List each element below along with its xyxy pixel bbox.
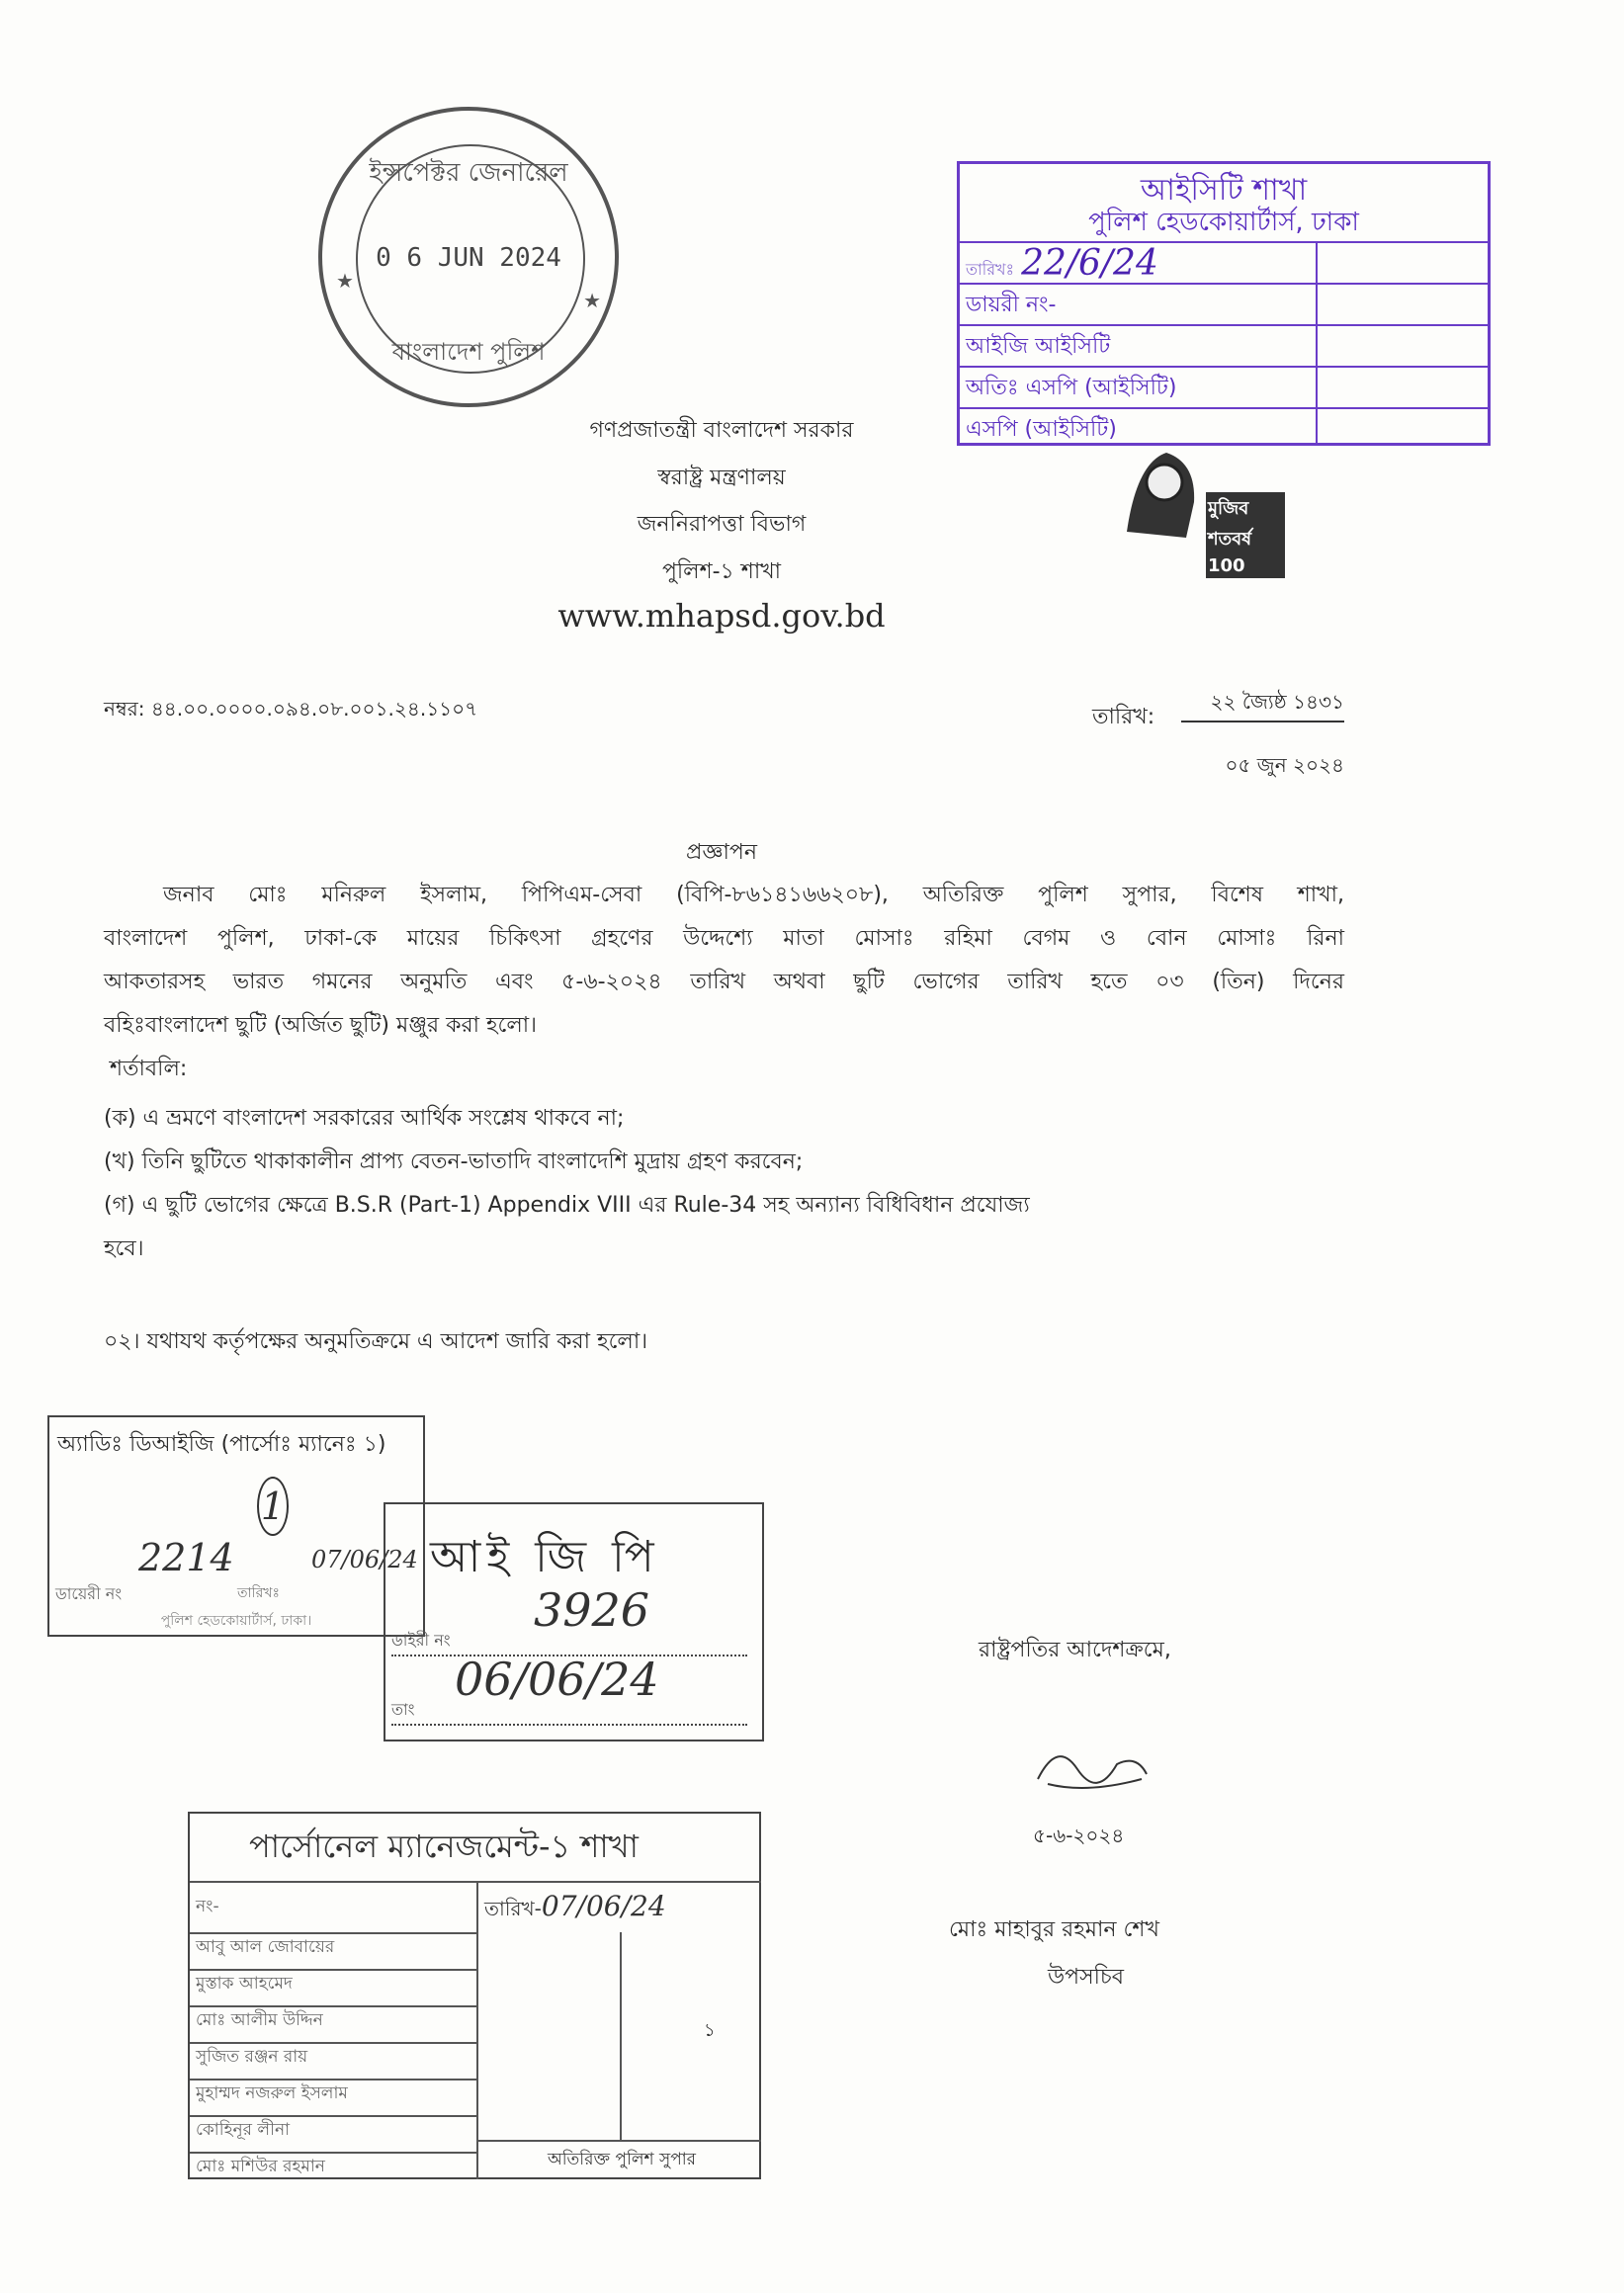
signature-date: ৫-৬-২০২৪ bbox=[1033, 1824, 1125, 1847]
body-line: জনাব মোঃ মনিরুল ইসলাম, পিপিএম-সেবা (বিপি-৮৬১৪১৬৬২০৮), অতিরিক্ত পুলিশ সুপার, বিশেষ শাখা, bbox=[163, 883, 1344, 907]
condition-item: (ক) এ ভ্রমণে বাংলাদেশ সরকারের আর্থিক সংশ্লেষ থাকবে না; bbox=[104, 1106, 625, 1131]
body-line: বহিঃবাংলাদেশ ছুটি (অর্জিত ছুটি) মঞ্জুর করা হলো। bbox=[104, 1013, 538, 1038]
personnel-management-stamp bbox=[188, 1812, 761, 2179]
ict-stamp-title: আইসিটি শাখা bbox=[1140, 173, 1308, 208]
ict-row-diary: ডায়রী নং- bbox=[960, 283, 1488, 323]
mujib-centenary-logo: মুজিব শতবর্ষ 100 bbox=[1107, 443, 1285, 538]
order-line: রাষ্ট্রপতির আদেশক্রমে, bbox=[979, 1638, 1171, 1662]
pm-name-row: মুহাম্মদ নজরুল ইসলাম bbox=[190, 2079, 476, 2115]
ict-row-sp: এসপি (আইসিটি) bbox=[960, 407, 1488, 448]
igp-date-row: তাং bbox=[391, 1697, 747, 1726]
star-icon: ★ bbox=[583, 289, 601, 312]
portrait-icon bbox=[1107, 443, 1206, 538]
hand-diary-number: 2214 bbox=[138, 1536, 234, 1579]
condition-item: (খ) তিনি ছুটিতে থাকাকালীন প্রাপ্য বেতন-ভাতাদি বাংলাদেশি মুদ্রায় গ্রহণ করবেন; bbox=[104, 1149, 804, 1174]
body-line: আকতারসহ ভারত গমনের অনুমতি এবং ৫-৬-২০২৪ তারিখ অথবা ছুটি ভোগের তারিখ হতে ০৩ (তিন) দিনের bbox=[104, 970, 1344, 994]
seal-top-text: ইন্সপেক্টর জেনারেল bbox=[369, 158, 568, 188]
ict-row-ig: আইজি আইসিটি bbox=[960, 324, 1488, 365]
notice-body bbox=[104, 874, 1344, 1364]
ict-stamp-subtitle: পুলিশ হেডকোয়ার্টার্স, ঢাকা bbox=[1088, 208, 1359, 237]
pm-no-label: নং- bbox=[190, 1881, 476, 1932]
signature-scribble bbox=[1028, 1735, 1156, 1804]
addl-dig-title: অ্যাডিঃ ডিআইজি (পার্সোঃ ম্যানেঃ ১) bbox=[57, 1432, 386, 1457]
date-label: তারিখঃ bbox=[237, 1585, 280, 1601]
pm-stamp-title: পার্সোনেল ম্যানেজমেন্ট-১ শাখা bbox=[249, 1827, 639, 1865]
branch-name: পুলিশ-১ শাখা bbox=[661, 559, 782, 584]
seal-bottom-text: বাংলাদেশ পুলিশ bbox=[391, 338, 546, 366]
date-label: তারিখ: bbox=[1092, 705, 1155, 729]
govt-name: গণপ্রজাতন্ত্রী বাংলাদেশ সরকার bbox=[589, 418, 854, 443]
seal-date: 0 6 JUN 2024 bbox=[376, 243, 561, 273]
date-english: ০৫ জুন ২০২৪ bbox=[1225, 753, 1344, 777]
star-icon: ★ bbox=[336, 269, 354, 293]
hand-date: 07/06/24 bbox=[311, 1546, 418, 1573]
round-seal bbox=[318, 107, 619, 407]
website: www.mhapsd.gov.bd bbox=[557, 597, 886, 635]
pm-mark: ১ bbox=[704, 2020, 716, 2041]
conditions-label: শর্তাবলি: bbox=[110, 1057, 188, 1081]
diary-label: ডায়েরী নং bbox=[55, 1584, 123, 1603]
igp-diary-row: ডাইরী নং bbox=[391, 1628, 747, 1656]
signatory-designation: উপসচিব bbox=[1048, 1965, 1125, 1990]
pm-date-cell: তারিখ-07/06/24 bbox=[476, 1881, 761, 1932]
pm-name-row: মুস্তাক আহমেদ bbox=[190, 1969, 476, 2005]
condition-item: হবে। bbox=[104, 1236, 144, 1261]
pm-name-row: আবু আল জোবায়ের bbox=[190, 1932, 476, 1969]
ict-row-date: তারিখঃ 22/6/24 bbox=[960, 241, 1488, 282]
date-bangla: ২২ জ্যৈষ্ঠ ১৪৩১ bbox=[1181, 688, 1344, 722]
para-2: ০২। যথাযথ কর্তৃপক্ষের অনুমতিক্রমে এ আদেশ জারি করা হলো। bbox=[104, 1329, 648, 1354]
division-name: জননিরাপত্তা বিভাগ bbox=[637, 512, 807, 537]
circled-number: 1 bbox=[257, 1477, 289, 1536]
body-line: বাংলাদেশ পুলিশ, ঢাকা-কে মায়ের চিকিৎসা গ্রহণের উদ্দেশ্যে মাতা মোসাঃ রহিমা বেগম ও বোন মোসাঃ রিনা bbox=[104, 926, 1344, 951]
ict-branch-stamp bbox=[957, 161, 1491, 446]
pm-name-row: মোঃ আলীম উদ্দিন bbox=[190, 2005, 476, 2042]
condition-item: (গ) এ ছুটি ভোগের ক্ষেত্রে B.S.R (Part-1) Appendix VIII এর Rule-34 সহ অন্যান্য বিধিবিধান প্রযোজ্য bbox=[104, 1193, 1030, 1218]
igp-stamp bbox=[384, 1502, 764, 1741]
igp-hand-number: 3926 bbox=[534, 1583, 650, 1637]
signatory-name: মোঃ মাহাবুর রহমান শেখ bbox=[949, 1917, 1159, 1942]
igp-hand-date: 06/06/24 bbox=[455, 1653, 659, 1706]
ict-row-addl-sp: অতিঃ এসপি (আইসিটি) bbox=[960, 366, 1488, 406]
ict-handwritten-date: 22/6/24 bbox=[1021, 243, 1158, 284]
igp-title: আই জি পি bbox=[430, 1532, 660, 1582]
pm-name-row: কোহিনূর লীনা bbox=[190, 2115, 476, 2152]
pm-name-row: সুজিত রঞ্জন রায় bbox=[190, 2042, 476, 2079]
pm-footer: অতিরিক্ত পুলিশ সুপার bbox=[476, 2140, 761, 2179]
addl-dig-stamp bbox=[47, 1415, 425, 1637]
ministry-name: স্বরাষ্ট্র মন্ত্রণালয় bbox=[657, 466, 786, 490]
memo-number: নম্বর: ৪৪.০০.০০০০.০৯৪.০৮.০০১.২৪.১১০৭ bbox=[104, 697, 478, 721]
pm-name-row: মোঃ মশিউর রহমান bbox=[190, 2152, 476, 2179]
stamp-footer: পুলিশ হেডকোয়ার্টার্স, ঢাকা। bbox=[160, 1613, 312, 1629]
notice-title: প্রজ্ঞাপন bbox=[686, 840, 757, 865]
